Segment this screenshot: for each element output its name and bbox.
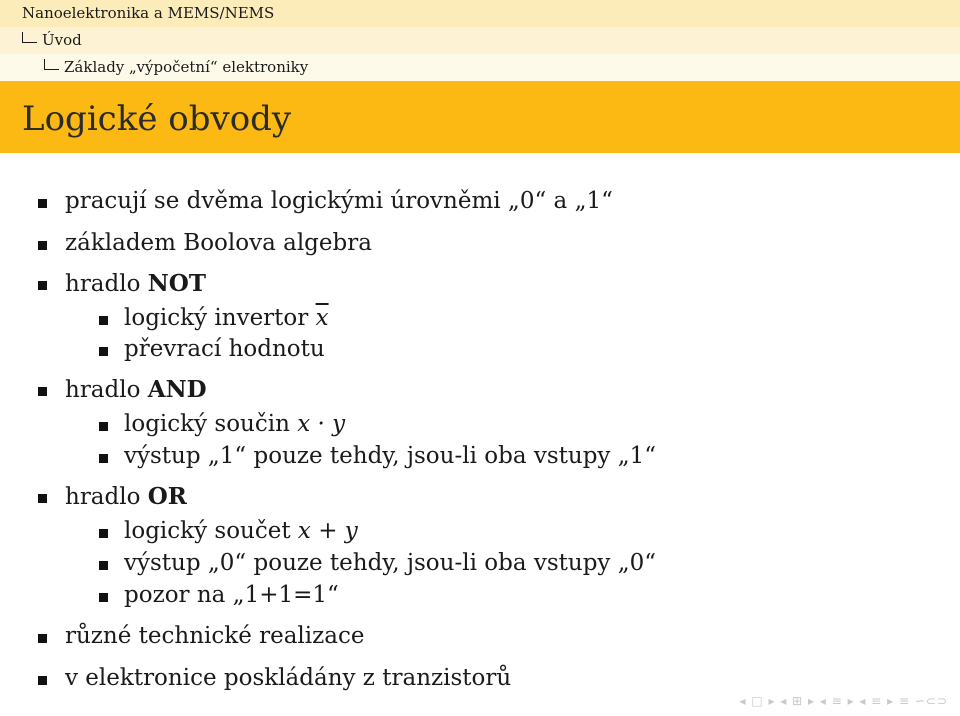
list-item: hradlo NOT: [65, 270, 206, 297]
bullet-icon: [99, 529, 108, 538]
bullet-icon: [38, 241, 47, 250]
navigation-symbols[interactable]: ◂ □ ▸ ◂ ⊞ ▸ ◂ ≡ ▸ ◂ ≡ ▸ ≡ ∽⊂⊃: [739, 694, 948, 708]
math-expression: x + y: [297, 518, 358, 544]
gate-name: NOT: [147, 270, 206, 297]
breadcrumb-section-label: Nanoelektronika a MEMS/NEMS: [22, 4, 275, 22]
breadcrumb-subsection-label: Úvod: [42, 31, 82, 49]
list-item: logický invertor $\overline{x}$: [124, 305, 329, 331]
tree-elbow-icon: [22, 32, 37, 43]
bullet-icon: [99, 316, 108, 325]
list-item: v elektronice poskládány z tranzistorů: [65, 665, 512, 691]
bullet-icon: [38, 281, 47, 290]
bullet-icon: [38, 199, 47, 208]
breadcrumb-subsubsection[interactable]: [0, 54, 960, 81]
list-item: základem Boolova algebra: [65, 230, 372, 256]
tree-elbow-icon: [44, 59, 59, 70]
list-item: pozor na „1+1=1“: [124, 582, 339, 608]
beamer-navigation[interactable]: [740, 694, 949, 708]
breadcrumb-section[interactable]: [0, 0, 960, 27]
bullet-icon: [38, 494, 47, 503]
gate-name: OR: [147, 483, 187, 510]
list-item: převrací hodnotu: [124, 336, 325, 362]
bullet-icon: [38, 676, 47, 685]
list-item: hradlo AND: [65, 376, 207, 403]
slide-title: Logické obvody: [22, 99, 292, 139]
list-item: výstup „0“ pouze tehdy, jsou-li oba vstupy „0“: [124, 550, 657, 576]
list-item: logický součin x · y: [124, 411, 346, 437]
bullet-icon: [38, 387, 47, 396]
title-bar: [0, 81, 960, 153]
breadcrumb-subsection[interactable]: [0, 27, 960, 54]
gate-name: AND: [147, 376, 207, 403]
list-item: logický součet x + y: [124, 518, 358, 544]
list-item: výstup „1“ pouze tehdy, jsou-li oba vstupy „1“: [124, 443, 657, 469]
bullet-icon: [99, 454, 108, 463]
bullet-icon: [99, 593, 108, 602]
bullet-icon: [38, 634, 47, 643]
list-item: různé technické realizace: [65, 623, 365, 649]
math-expression: $\overline{x}$: [315, 305, 329, 331]
breadcrumb-subsubsection-label: Základy „výpočetní“ elektroniky: [64, 58, 309, 76]
list-item: hradlo OR: [65, 483, 187, 510]
math-expression: x · y: [297, 411, 346, 437]
bullet-icon: [99, 347, 108, 356]
bullet-icon: [99, 422, 108, 431]
bullet-icon: [99, 561, 108, 570]
list-item: pracují se dvěma logickými úrovněmi „0“ a „1“: [65, 188, 613, 214]
